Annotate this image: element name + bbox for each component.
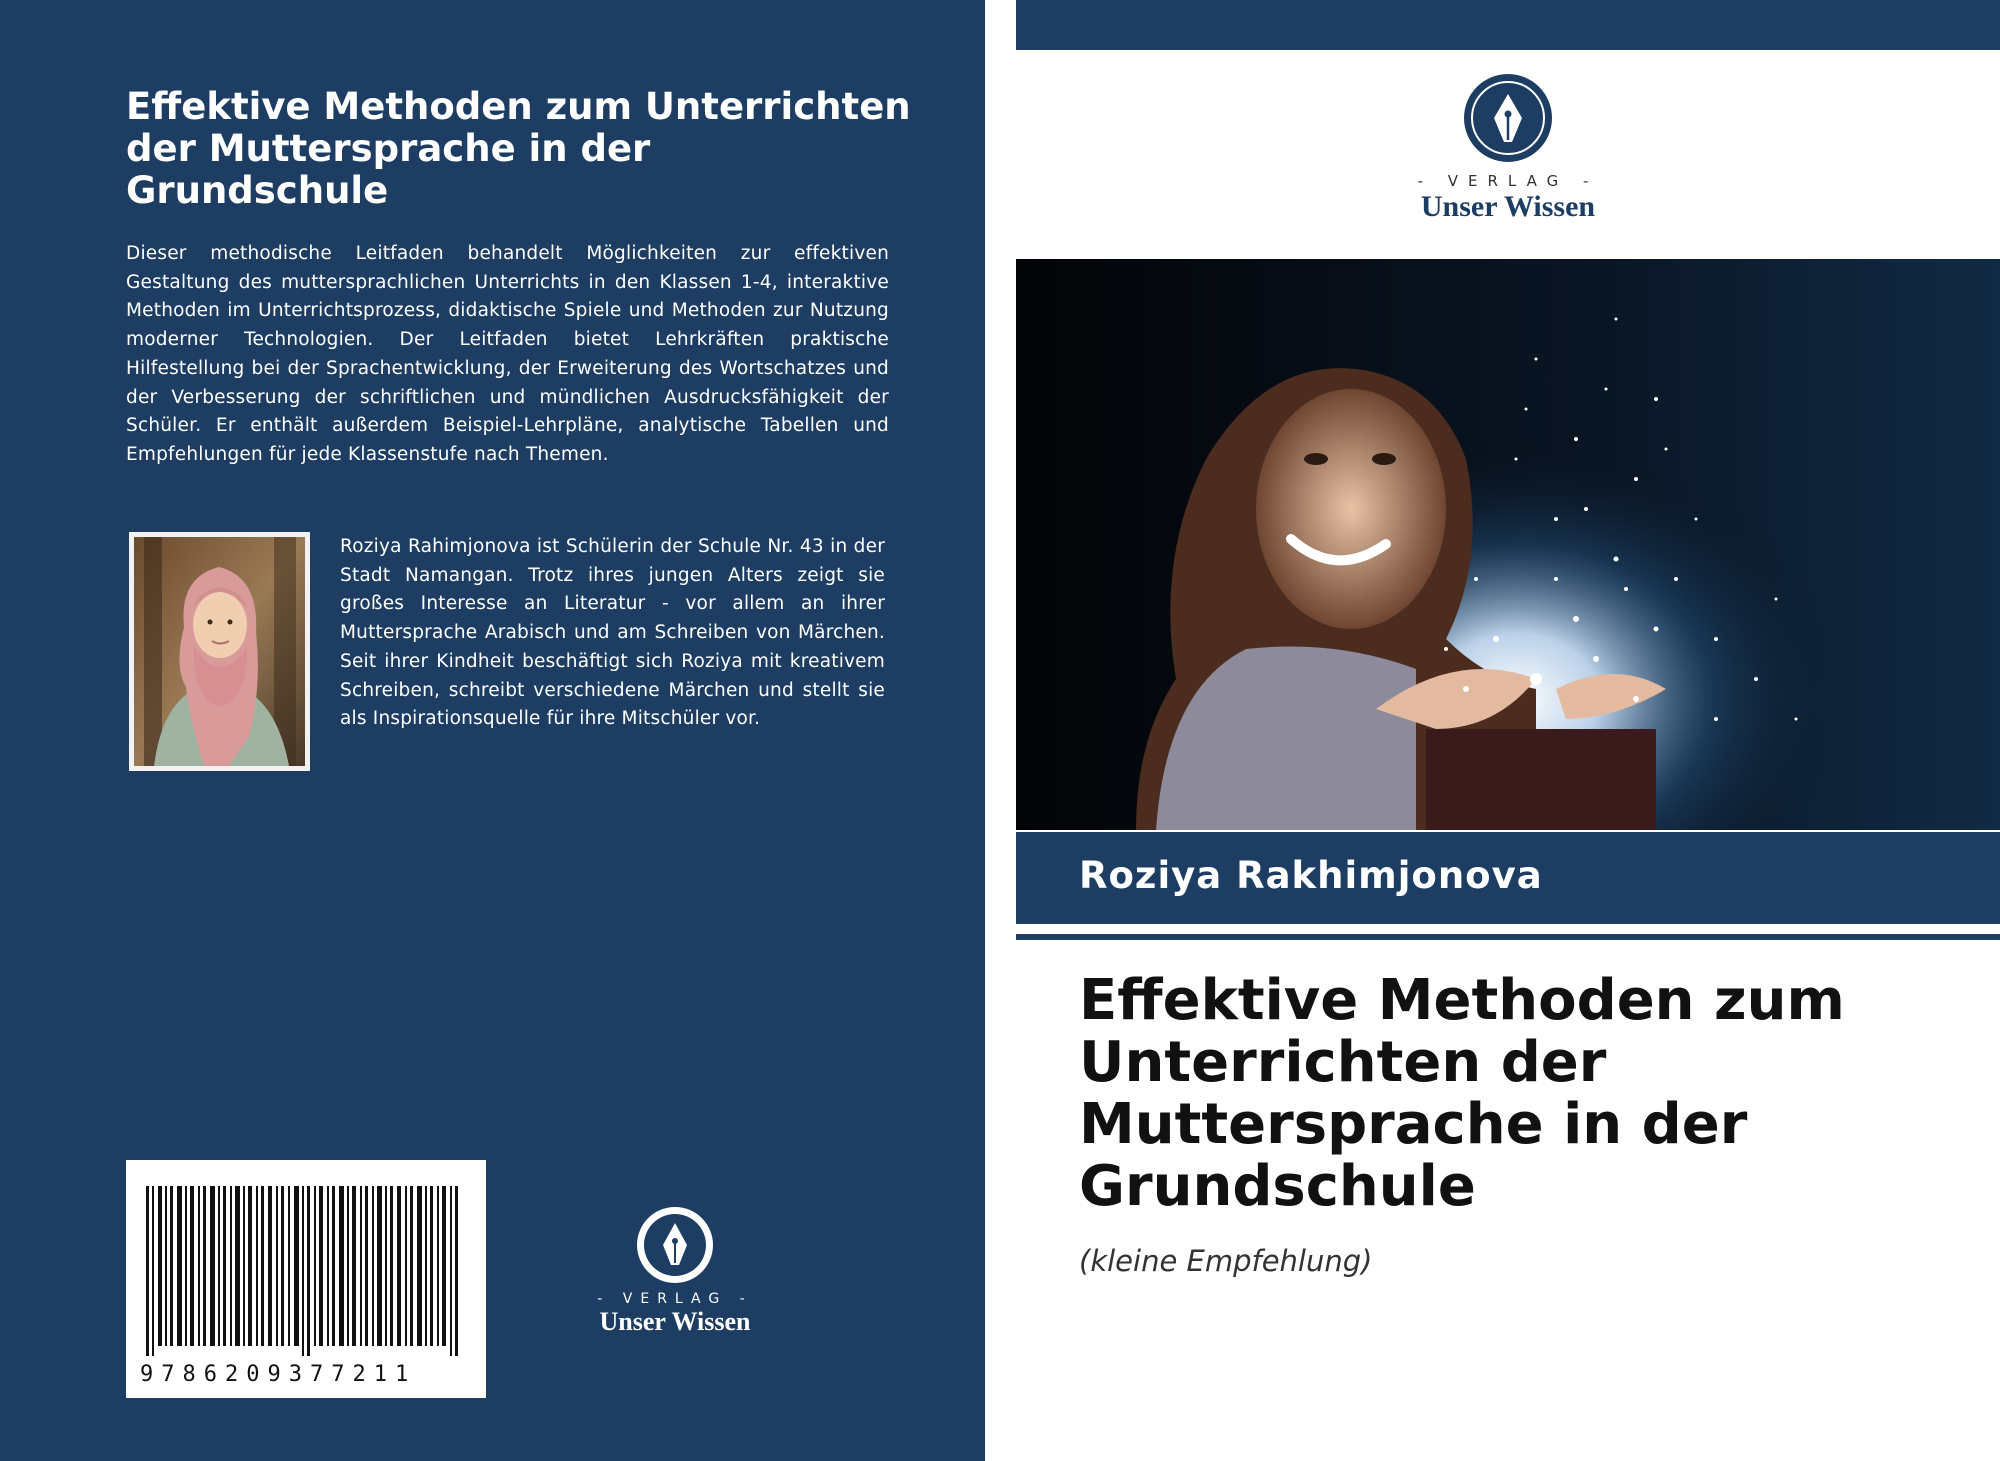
- publisher-verlag-label: - VERLAG -: [1417, 172, 1599, 190]
- divider-rule: [1016, 934, 2000, 940]
- author-portrait: [129, 532, 310, 771]
- back-cover: [0, 0, 985, 1461]
- front-top-bar: [1016, 0, 2000, 50]
- barcode: [126, 1160, 486, 1398]
- fountain-pen-nib-emblem-icon: [635, 1205, 715, 1285]
- publisher-brand: Unser Wissen: [1420, 190, 1596, 223]
- back-cover-blurb: Dieser methodische Leitfaden behandelt Möglichkeiten zur effektiven Gestaltung des muttersprachlichen Unterrichts in den Klassen 1-4, interaktive Methoden im Unterrichtsprozess, didaktische Spiele und Methoden zur Nutzung moderner Technologien. Der Leitfaden bietet Lehrkräften praktische Hilfestellung bei der Sprachentwicklung, der Erweiterung des Wortschatzes und der Verbesserung der schriftlichen und mündlichen Ausdrucksfähigkeit der Schüler. Er enthält außerdem Beispiel-Lehrpläne, analytische Tabellen und Empfehlungen für jede Klassenstufe nach Themen.: [126, 243, 889, 465]
- back-publisher-logo: [570, 1205, 780, 1337]
- front-cover-title: Effektive Methoden zum Unterrichten der Muttersprache in der Grundschule: [1079, 968, 1845, 1219]
- front-cover: [1016, 0, 2000, 1461]
- publisher-verlag-label: - VERLAG -: [597, 1291, 753, 1307]
- fountain-pen-nib-emblem-icon: [1462, 72, 1554, 164]
- back-cover-title: Effektive Methoden zum Unterrichten der Muttersprache in der Grundschule: [126, 85, 911, 212]
- author-bio: Roziya Rahimjonova ist Schülerin der Schule Nr. 43 in der Stadt Namangan. Trotz ihres jungen Alters zeigt sie großes Interesse an Literatur - vor allem an ihrer Muttersprache Arabisch und am Schreiben von Märchen. Seit ihrer Kindheit beschäftigt sich Roziya mit kreativem Schreiben, schreibt verschiedene Märchen und stellt sie als Inspirationsquelle für ihre Mitschüler vor.: [340, 536, 885, 730]
- author-portrait-icon: [134, 537, 305, 766]
- front-publisher-logo: [1316, 72, 1700, 224]
- isbn-number: 9786209377211: [140, 1362, 417, 1387]
- cover-photo: [1016, 259, 2000, 830]
- barcode-icon: [146, 1186, 466, 1356]
- author-name: Roziya Rakhimjonova: [1079, 854, 1543, 897]
- publisher-brand: Unser Wissen: [599, 1307, 751, 1336]
- front-cover-subtitle: (kleine Empfehlung): [1079, 1244, 1373, 1278]
- author-band: [1016, 832, 2000, 924]
- cover-photo-girl-with-sparkles-icon: [1016, 259, 2000, 830]
- spine: [985, 0, 1016, 1461]
